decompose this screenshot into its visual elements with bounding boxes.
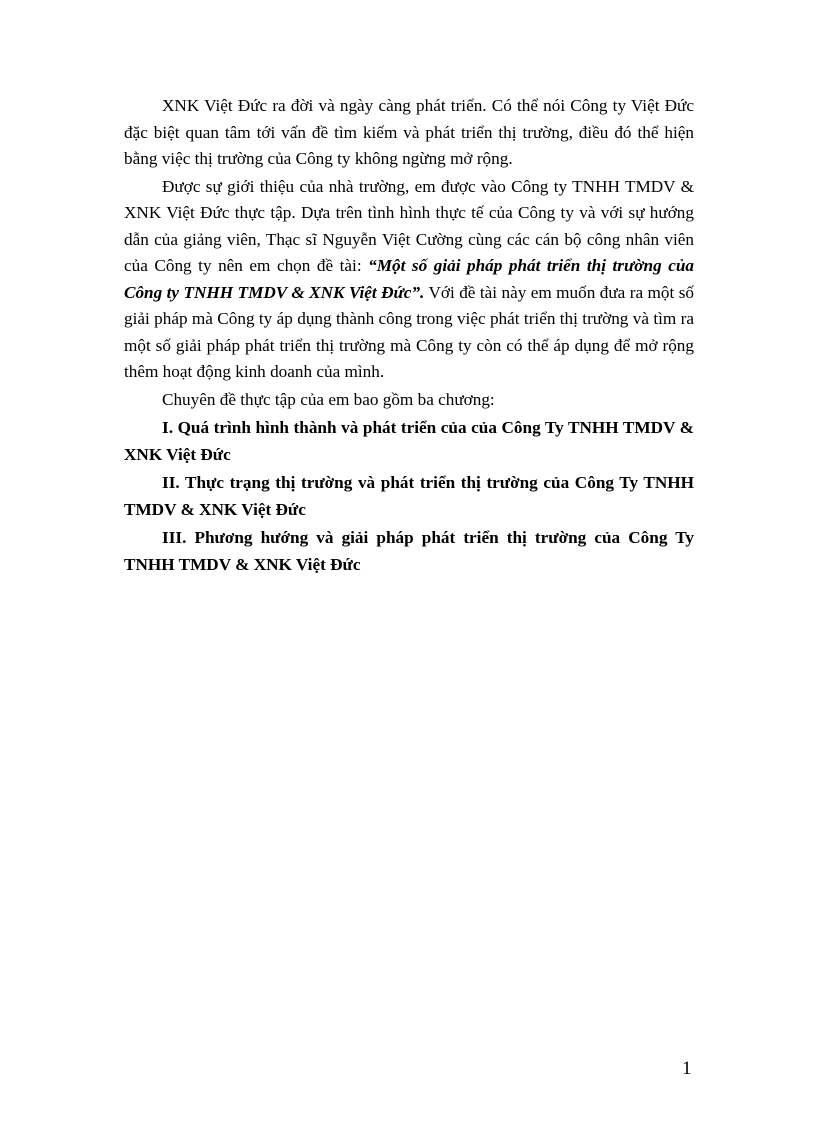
topic-paragraph [124,174,694,386]
chapters-intro: Chuyên đề thực tập của em bao gồm ba chương: [162,389,495,409]
topic-paragraph-end: Với đề tài này em muốn đưa ra một số giải pháp mà Công ty áp dụng thành công trong việc phát triển thị trường và tìm ra một số giải pháp phát triển thị trường mà Công ty còn có thể áp dụng để mở rộng thêm hoạt động kinh doanh của mình. [124,282,694,381]
chapter-heading-2: II. Thực trạng thị trường và phát triển thị trường của Công Ty TNHH TMDV & XNK Việt Đức [124,473,694,519]
intro-paragraph: XNK Việt Đức ra đời và ngày càng phát triển. Có thể nói Công ty Việt Đức đặc biệt quan tâm tới vấn đề tìm kiếm và phát triển thị trường, điều đó thể hiện bằng việc thị trường của Công ty không ngừng mở rộng. [124,96,694,168]
chapter-heading-1: I. Quá trình hình thành và phát triển của của Công Ty TNHH TMDV & XNK Việt Đức [124,418,694,464]
page-number: 1 [682,1058,692,1079]
topic-title: “Một số giải pháp phát triển thị trường của Công ty TNHH TMDV & XNK Việt Đức”. [124,256,694,302]
topic-paragraph-start: Được sự giới thiệu của nhà trường, em được vào Công ty TNHH TMDV & XNK Việt Đức thực tập. Dựa trên tình hình thực tế của Công ty và với sự hướng dẫn của giảng viên, Thạc sĩ Nguyễn Việt Cường cùng các cán bộ công nhân viên của Công ty nên em chọn đề tài: [124,176,694,275]
chapter-heading-3: III. Phương hướng và giải pháp phát triển thị trường của Công Ty TNHH TMDV & XNK Việt Đức [124,528,694,574]
page-body [124,93,694,578]
